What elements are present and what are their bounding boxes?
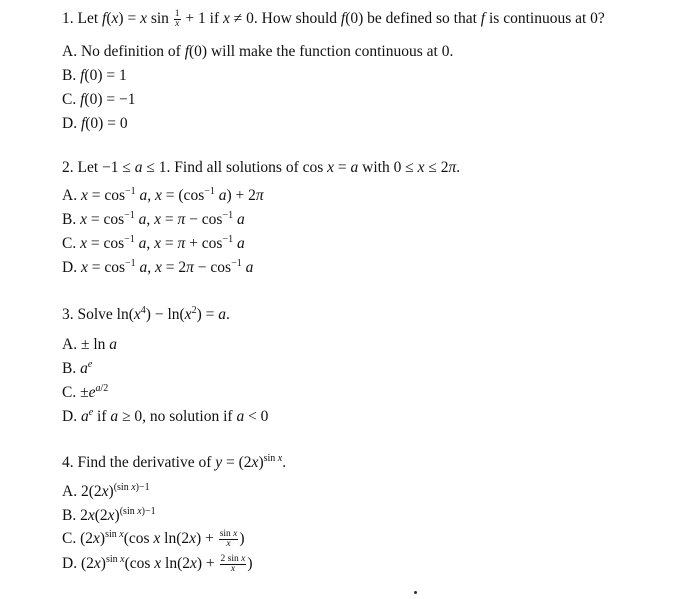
question-4-option-c: C. $(2x)^{sin x}(\cos$ x ln(2x) + $\frac{\text{sin x}}{x}$ )	[62, 528, 245, 549]
question-2-option-d: D. $x = \cos^{-1} a$, $x = 2\pi - \cos^{-1} a$	[62, 257, 254, 276]
question-2-option-b: B. $x = \cos^{-1} a$, $x = \pi - \cos^{-1} a$	[62, 209, 245, 228]
question-3-option-c: C. $\pm e^{a/2}$	[62, 382, 109, 401]
question-2-option-c: C. $x = \cos^{-1} a$, $x = \pi + \cos^{-1} a$	[62, 233, 245, 252]
question-2-option-a: A. $x = \cos^{-1} a$, $x = (\cos^{-1}$ a) + 2π	[62, 185, 264, 204]
question-1-option-a: A. No definition of f(0) will make the function continuous at 0.	[62, 43, 454, 60]
question-3-stem: 3. Solve $\ln(x^4) - \ln(x^2) = a$.	[62, 304, 230, 323]
question-4-stem: 4. Find the derivative of $y = (2x)^{sin x}$.	[62, 452, 287, 471]
question-4-option-d: D. $(2x)^{sin x}(\cos$ x ln(2x) + $\frac{\text{2 sin x}}{x}$ )	[62, 553, 253, 574]
question-4-option-b: B. $2x(2x)^{(sin x)-1}$	[62, 505, 156, 524]
question-1-option-c: C. f(0) = −1	[62, 91, 136, 108]
question-1-option-d: D. f(0) = 0	[62, 115, 128, 132]
question-1-stem: 1. Let f(x) = x sin $\frac{1}{x}$ + 1 if x ≠ 0. How should f(0) be defined so that f is continuous at 0?	[62, 9, 605, 29]
question-3-option-d: D. $a^e$ if a ≥ 0, no solution if a < 0	[62, 406, 269, 425]
question-2-stem: 2. Let −1 ≤ a ≤ 1. Find all solutions of cos x = a with 0 ≤ x ≤ 2π.	[62, 159, 461, 176]
question-1-option-b: B. f(0) = 1	[62, 67, 127, 84]
question-3-option-a: A. ± ln a	[62, 336, 118, 353]
question-3-option-b: B. $a^e$	[62, 358, 93, 377]
question-4-option-a: A. $2(2x)^{(sin x)-1}$	[62, 481, 150, 500]
scan-dot	[414, 591, 417, 594]
